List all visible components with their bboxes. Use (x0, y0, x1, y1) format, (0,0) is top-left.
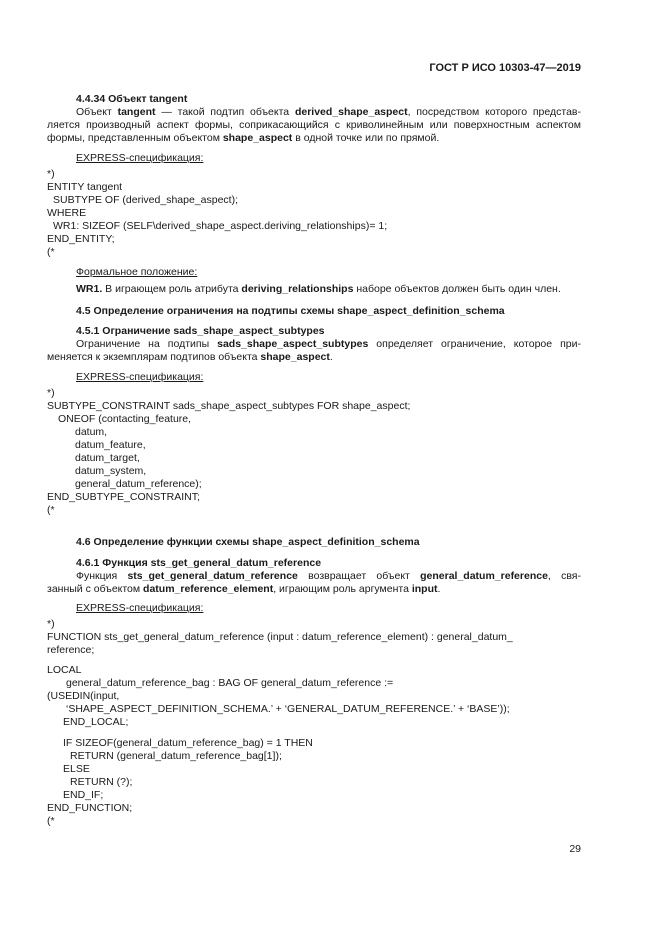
code-line: *) (47, 387, 55, 399)
section-heading-4-6-1: 4.6.1 Функция sts_get_general_datum_reference (76, 557, 322, 569)
section-heading-4-6: 4.6 Определение функции схемы shape_aspect_definition_schema (76, 536, 420, 548)
code-line: datum_target, (75, 452, 140, 464)
express-spec-label: EXPRESS-спецификация: (76, 152, 204, 164)
express-spec-label: EXPRESS-спецификация: (76, 371, 204, 383)
code-line: END_ENTITY; (47, 233, 115, 245)
code-line: END_LOCAL; (63, 716, 129, 728)
paragraph-line: занный с объектом datum_reference_element, играющим роль аргумента input. (47, 583, 441, 595)
code-line: datum, (75, 426, 108, 438)
code-line: *) (47, 168, 55, 180)
code-line: datum_feature, (75, 439, 146, 451)
formal-statement-label: Формальное положение: (76, 266, 198, 278)
code-line: (* (47, 246, 55, 258)
code-line: END_IF; (63, 789, 104, 801)
code-line: RETURN (?); (70, 776, 133, 788)
code-line: SUBTYPE_CONSTRAINT sads_shape_aspect_subtypes FOR shape_aspect; (47, 400, 411, 412)
code-line: ‘SHAPE_ASPECT_DEFINITION_SCHEMA.’ + ‘GENERAL_DATUM_REFERENCE.’ + ‘BASE’)); (66, 703, 510, 715)
code-line: (USEDIN(input, (47, 690, 120, 702)
code-line: LOCAL (47, 664, 82, 676)
code-line: (* (47, 504, 55, 516)
code-line: (* (47, 815, 55, 827)
code-line: general_datum_reference); (75, 478, 202, 490)
code-line: RETURN (general_datum_reference_bag[1]); (70, 750, 282, 762)
paragraph-line: формы, представленным объектом shape_aspect в одной точке или по прямой. (47, 132, 440, 144)
code-line: ENTITY tangent (47, 181, 123, 193)
paragraph-line: ляется производный аспект формы, соприкасающийся с криволинейным или поверхностным аспектом (47, 119, 581, 131)
paragraph-line: Функция sts_get_general_datum_reference возвращает объект general_datum_reference, свя- (76, 570, 581, 582)
code-line: WR1: SIZEOF (SELF\derived_shape_aspect.deriving_relationships)= 1; (53, 220, 388, 232)
code-line: general_datum_reference_bag : BAG OF general_datum_reference := (66, 677, 394, 689)
code-line: WHERE (47, 207, 87, 219)
page-number: 29 (569, 843, 581, 855)
code-line: END_SUBTYPE_CONSTRAINT; (47, 491, 200, 503)
express-spec-label: EXPRESS-спецификация: (76, 602, 204, 614)
code-line: reference; (47, 644, 95, 656)
document-header: ГОСТ Р ИСО 10303-47—2019 (429, 62, 581, 74)
section-heading-4-5-1: 4.5.1 Ограничение sads_shape_aspect_subtypes (76, 325, 325, 337)
section-heading-4-4-34: 4.4.34 Объект tangent (76, 93, 188, 105)
code-line: END_FUNCTION; (47, 802, 133, 814)
section-heading-4-5: 4.5 Определение ограничения на подтипы схемы shape_aspect_definition_schema (76, 305, 505, 317)
code-line: FUNCTION sts_get_general_datum_reference (input : datum_reference_element) : general_datum_ (47, 631, 513, 643)
formal-statement-wr1: WR1. В играющем роль атрибута deriving_relationships наборе объектов должен быть один член. (76, 283, 561, 295)
paragraph-line: Объект tangent — такой подтип объекта derived_shape_aspect, посредством которого представ- (76, 106, 581, 118)
code-line: ONEOF (contacting_feature, (58, 413, 192, 425)
paragraph-line: меняется к экземплярам подтипов объекта shape_aspect. (47, 351, 333, 363)
paragraph-line: Ограничение на подтипы sads_shape_aspect_subtypes определяет ограничение, которое при- (76, 338, 582, 350)
code-line: datum_system, (75, 465, 147, 477)
code-line: SUBTYPE OF (derived_shape_aspect); (53, 194, 239, 206)
code-line: IF SIZEOF(general_datum_reference_bag) = 1 THEN (63, 737, 313, 749)
code-line: ELSE (63, 763, 90, 775)
code-line: *) (47, 618, 55, 630)
